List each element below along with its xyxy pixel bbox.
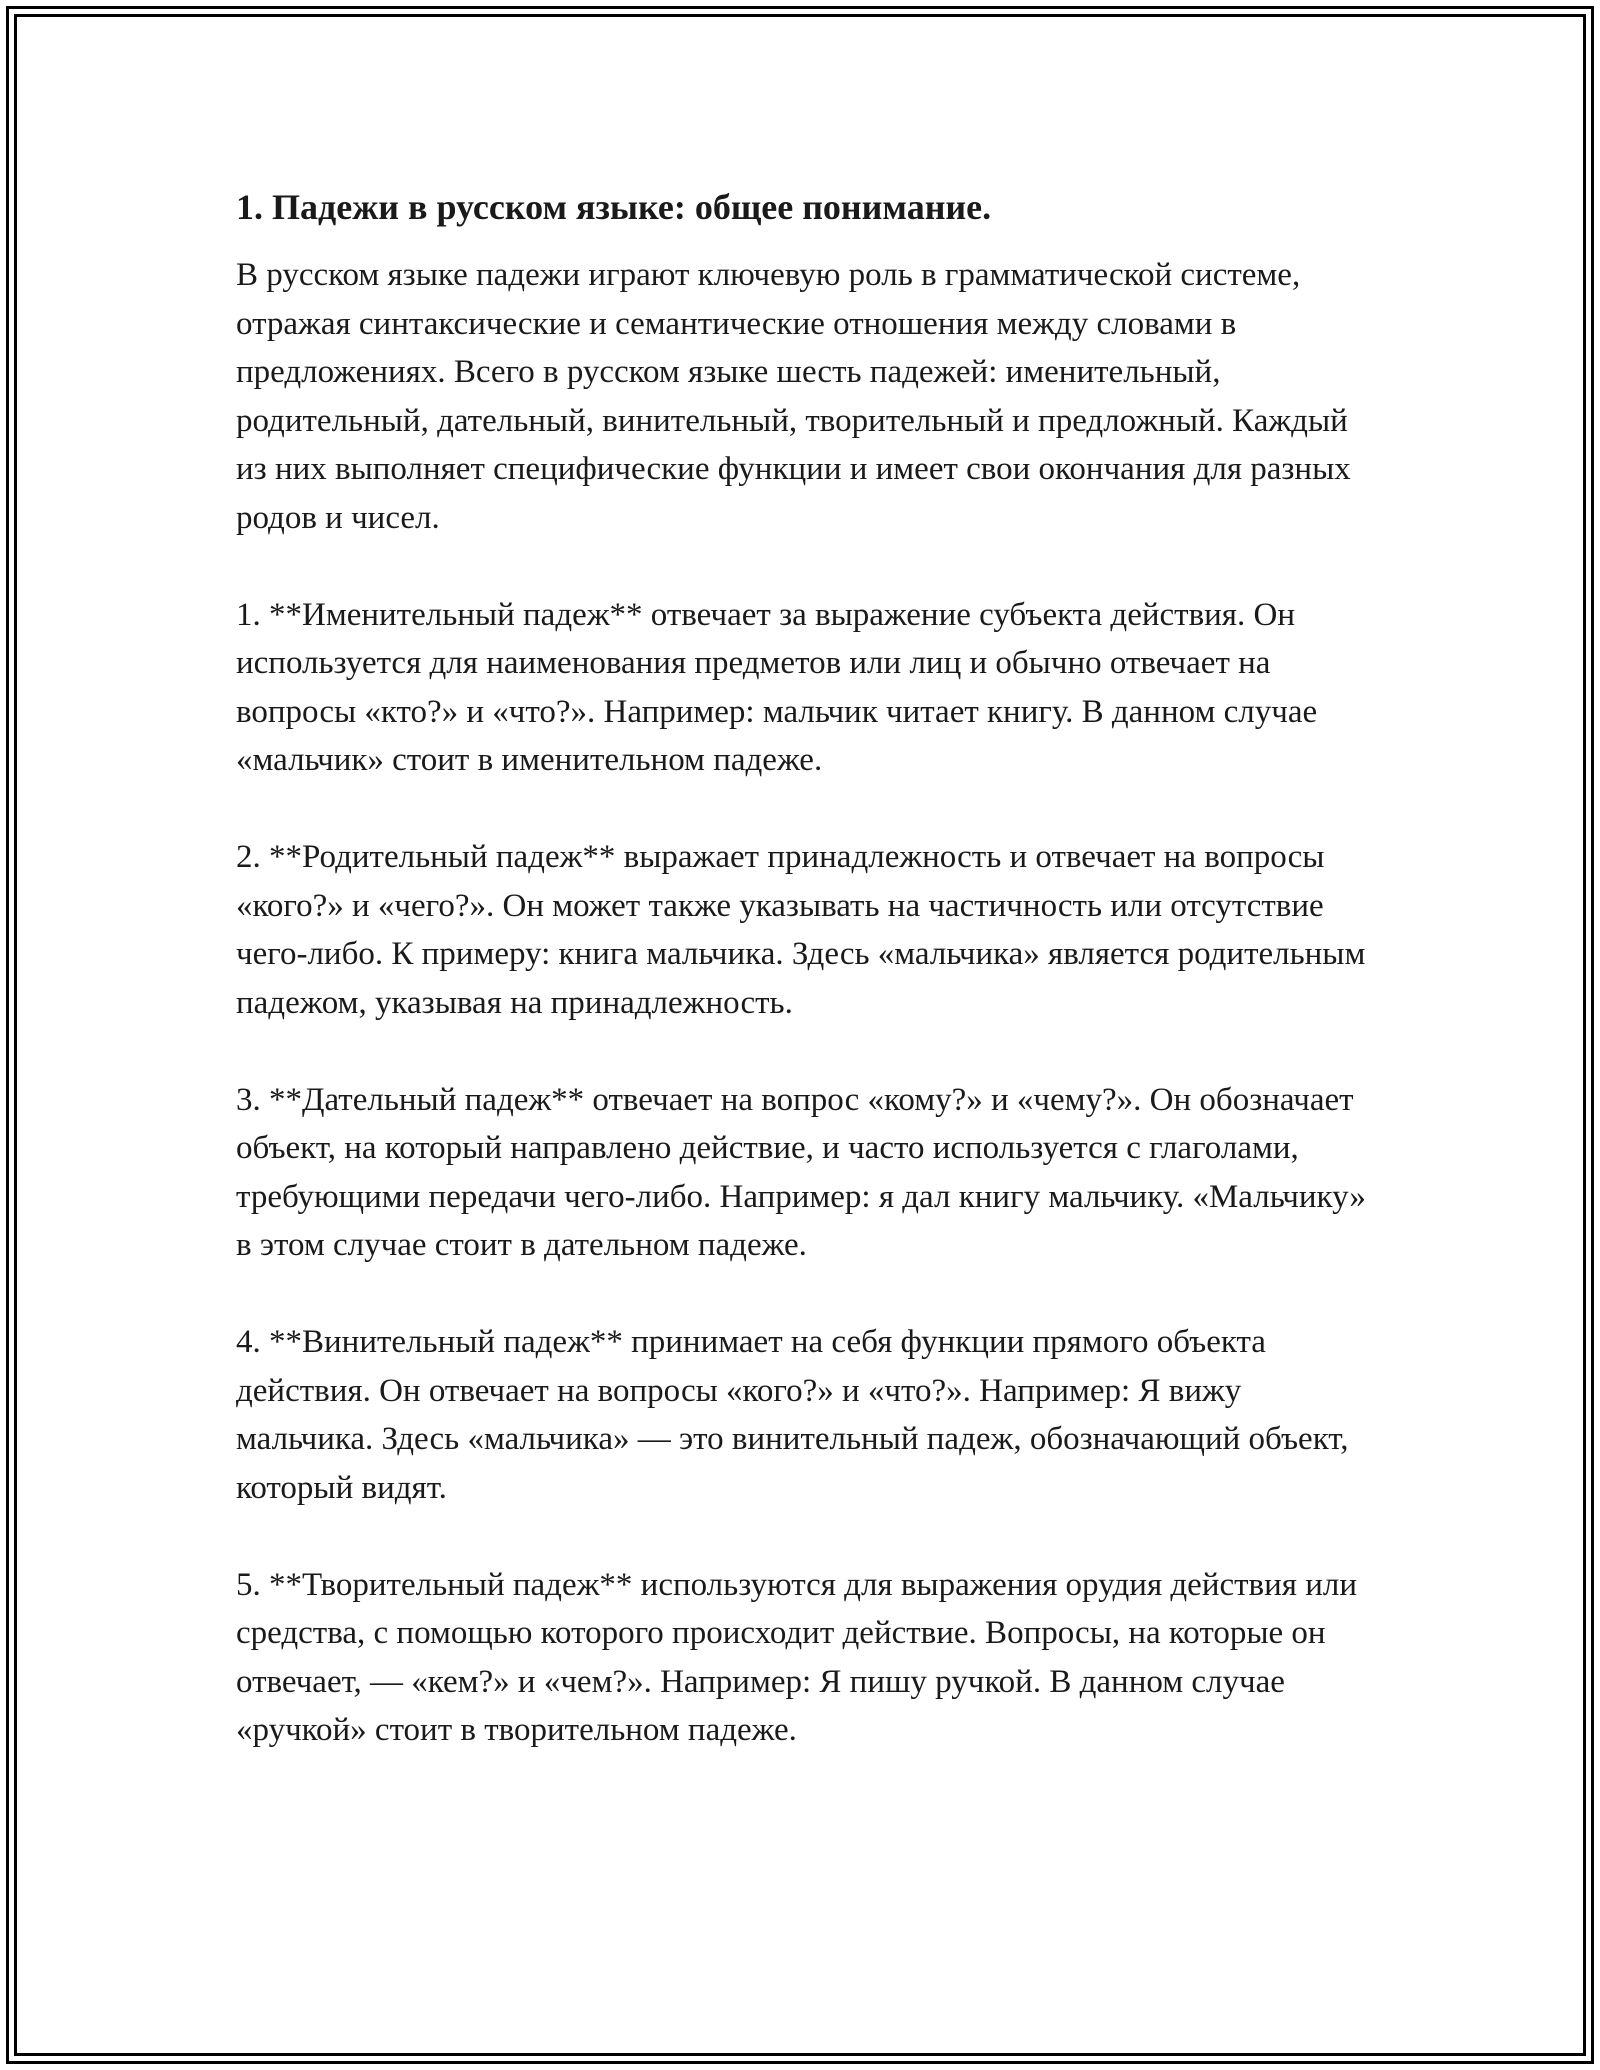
accusative-case-paragraph: 4. **Винительный падеж** принимает на себя функции прямого объекта действия. Он отвечает на вопросы «кого?» и «что?». Например: Я вижу мальчика. Здесь «мальчика» — это винительный падеж, обозначающий объект, который видят.: [236, 1324, 1349, 1506]
intro-paragraph: В русском языке падежи играют ключевую роль в грамматической системе, отражая синтаксические и семантические отношения между словами в предложениях. Всего в русском языке шесть падежей: именительный, родительный, дательный, винительный, творительный и предложный. Каждый из них выполняет специфические функции и имеет свои окончания для разных родов и чисел.: [236, 257, 1351, 536]
section-heading: 1. Падежи в русском языке: общее понимание.: [236, 187, 992, 227]
genitive-case-paragraph: 2. **Родительный падеж** выражает принадлежность и отвечает на вопросы «кого?» и «чего?». Он может также указывать на частичность или отсутствие чего-либо. К примеру: книга мальчика. Здесь «мальчика» является родительным падежом, указывая на принадлежность.: [236, 839, 1366, 1021]
instrumental-case-paragraph: 5. **Творительный падеж** используются для выражения орудия действия или средства, с помощью которого происходит действие. Вопросы, на которые он отвечает, — «кем?» и «чем?». Например: Я пишу ручкой. В данном случае «ручкой» стоит в творительном падеже.: [236, 1566, 1358, 1748]
nominative-case-paragraph: 1. **Именительный падеж** отвечает за выражение субъекта действия. Он используется для наименования предметов или лиц и обычно отвечает на вопросы «кто?» и «что?». Например: мальчик читает книгу. В данном случае «мальчик» стоит в именительном падеже.: [236, 596, 1318, 778]
dative-case-paragraph: 3. **Дательный падеж** отвечает на вопрос «кому?» и «чему?». Он обозначает объект, на который направлено действие, и часто используется с глаголами, требующими передачи чего-либо. Например: я дал книгу мальчику. «Мальчику» в этом случае стоит в дательном падеже.: [236, 1081, 1366, 1263]
document-body: [236, 183, 1376, 1803]
